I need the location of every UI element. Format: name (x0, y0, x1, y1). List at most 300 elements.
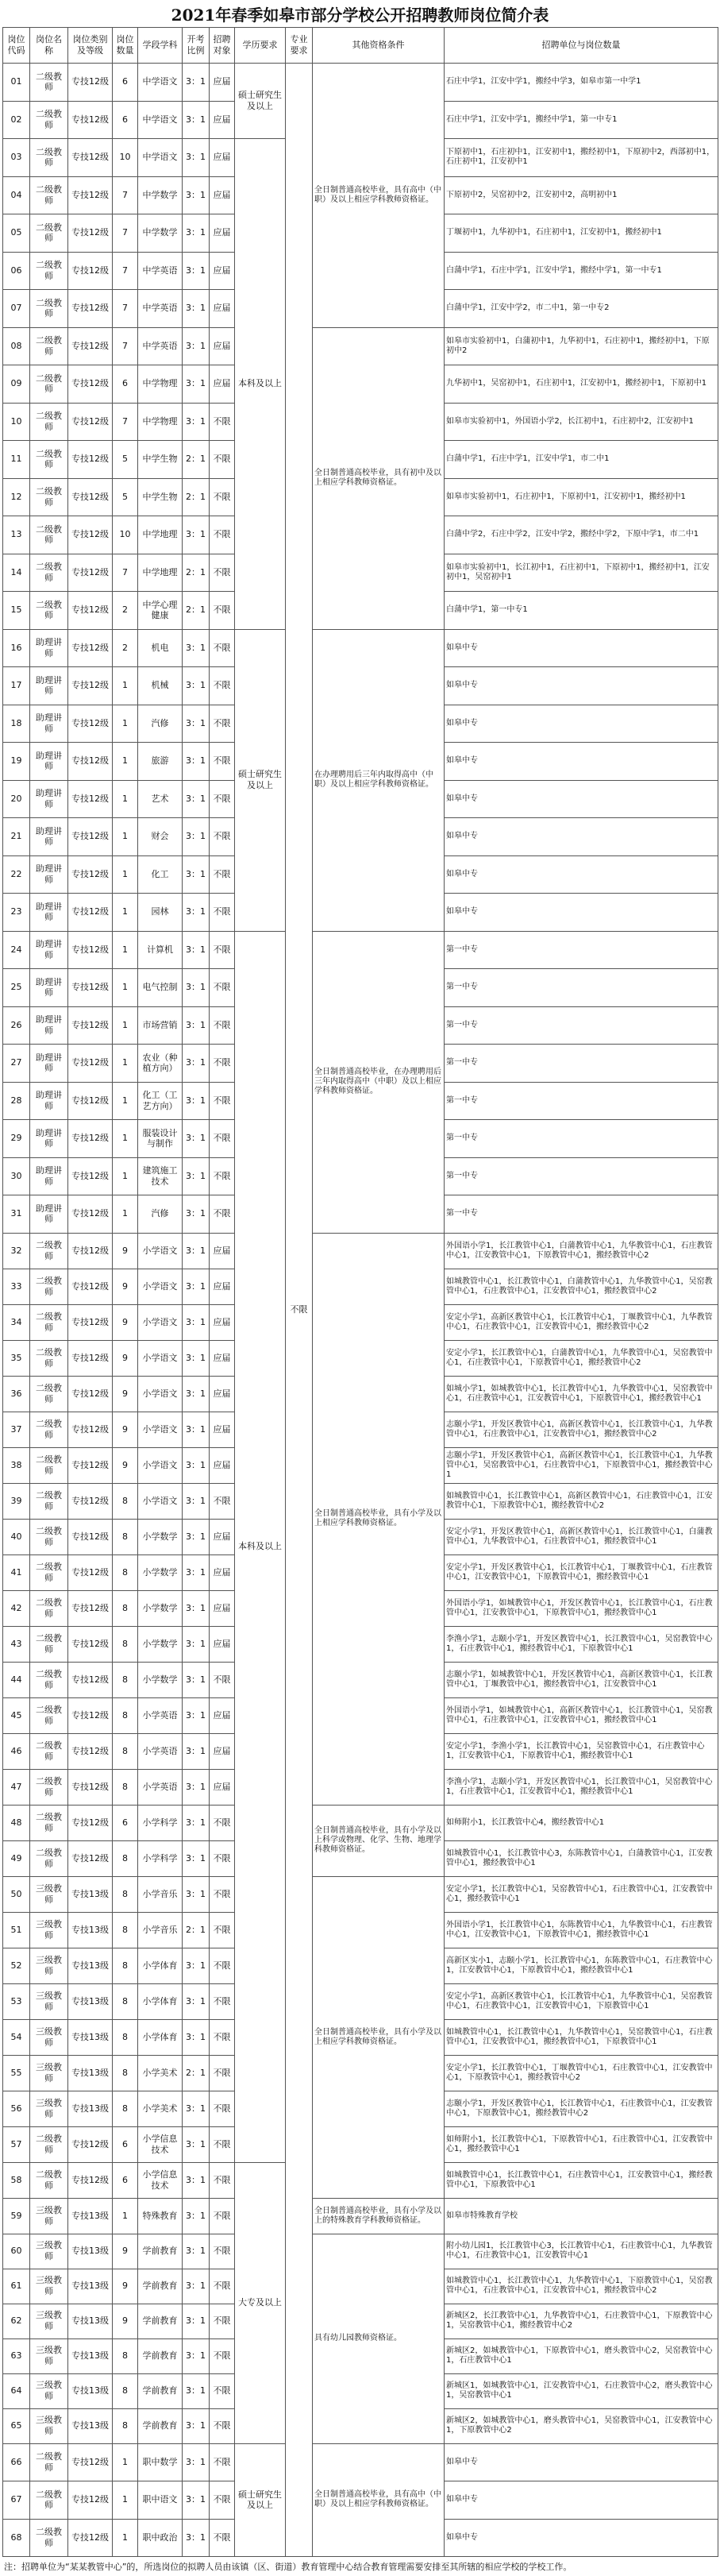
table-row (3, 64, 718, 102)
cell-units: 如皋市实验初中1，外国语小学2，长江初中1，石庄初中2，江安初中1 (445, 403, 718, 441)
cell-ratio: 3：1 (183, 705, 210, 743)
cell-count: 7 (113, 327, 138, 365)
cell-target: 应届 (210, 1733, 235, 1769)
cell-count: 8 (113, 2055, 138, 2091)
cell-post-name: 二级教师 (30, 1733, 68, 1769)
cell-count: 1 (113, 743, 138, 781)
cell-category: 专技12级 (68, 1157, 113, 1195)
cell-code: 50 (3, 1876, 30, 1912)
cell-category: 专技12级 (68, 1519, 113, 1554)
cell-code: 03 (3, 139, 30, 177)
cell-ratio: 3：1 (183, 1120, 210, 1158)
cell-category: 专技12级 (68, 1045, 113, 1083)
cell-subject: 中学物理 (138, 365, 183, 404)
cell-category: 专技12级 (68, 478, 113, 516)
cell-code: 56 (3, 2091, 30, 2126)
cell-post-name: 二级教师 (30, 1697, 68, 1733)
cell-count: 5 (113, 478, 138, 516)
cell-code: 11 (3, 441, 30, 479)
cell-code: 07 (3, 290, 30, 328)
cell-subject: 小学数学 (138, 1662, 183, 1697)
cell-units: 白蒲中学1，第一中专1 (445, 592, 718, 630)
cell-count: 1 (113, 2481, 138, 2520)
cell-units: 如城教管中心1，长江教管中心1，白蒲教管中心1，九华教管中心1，吴窑教管中心1，石庄教管中心1，江安教管中心1，搬经教管中心2 (445, 1269, 718, 1304)
page-title: 2021年春季如皋市部分学校公开招聘教师岗位简介表 (171, 6, 549, 25)
cell-ratio: 3：1 (183, 214, 210, 253)
cell-count: 8 (113, 1662, 138, 1697)
cell-category: 专技12级 (68, 290, 113, 328)
cell-code: 55 (3, 2055, 30, 2091)
cell-target: 不限 (210, 2373, 235, 2408)
cell-post-name: 二级教师 (30, 176, 68, 214)
cell-target: 应届 (210, 1304, 235, 1340)
cell-code: 39 (3, 1483, 30, 1519)
cell-post-name: 二级教师 (30, 1304, 68, 1340)
cell-post-name: 二级教师 (30, 1233, 68, 1269)
cell-subject: 计算机 (138, 931, 183, 969)
cell-ratio: 3：1 (183, 1233, 210, 1269)
cell-subject: 中学地理 (138, 516, 183, 554)
cell-units: 第一中专 (445, 1045, 718, 1083)
cell-target: 不限 (210, 1157, 235, 1195)
cell-count: 7 (113, 403, 138, 441)
cell-category: 专技12级 (68, 1269, 113, 1304)
cell-category: 专技12级 (68, 855, 113, 894)
cell-units: 志颐小学1，开发区教管中心1，高新区教管中心1，长江教管中心1，九华教管中心1，石庄教管中心1，江安教管中心1，搬经教管中心2 (445, 1412, 718, 1447)
cell-post-name: 二级教师 (30, 2443, 68, 2481)
cell-code: 58 (3, 2162, 30, 2198)
cell-post-name: 二级教师 (30, 327, 68, 365)
cell-category: 专技12级 (68, 1447, 113, 1483)
cell-code: 67 (3, 2481, 30, 2520)
cell-category: 专技12级 (68, 176, 113, 214)
cell-post-name: 三级教师 (30, 2019, 68, 2055)
cell-post-name: 助理讲师 (30, 1045, 68, 1083)
cell-code: 35 (3, 1340, 30, 1376)
table-row (3, 2234, 718, 2269)
cell-category: 专技12级 (68, 139, 113, 177)
cell-ratio: 3：1 (183, 1662, 210, 1697)
table-row (3, 2443, 718, 2481)
cell-target: 应届 (210, 176, 235, 214)
cell-code: 53 (3, 1983, 30, 2019)
cell-education: 硕士研究生及以上 (235, 629, 286, 931)
cell-target: 不限 (210, 1805, 235, 1840)
cell-units: 如皋中专 (445, 818, 718, 856)
cell-units: 白蒲中学1，石庄中学1，江安中学1，搬经中学1，第一中专1 (445, 252, 718, 290)
cell-category: 专技13级 (68, 2055, 113, 2091)
cell-subject: 中学数学 (138, 176, 183, 214)
cell-ratio: 3：1 (183, 403, 210, 441)
cell-subject: 小学数学 (138, 1590, 183, 1626)
cell-units: 白蒲中学1，石庄中学1，江安中学1，市二中1 (445, 441, 718, 479)
cell-code: 44 (3, 1662, 30, 1697)
cell-code: 19 (3, 743, 30, 781)
cell-units: 如皋中专 (445, 2519, 718, 2557)
cell-units: 如城教管中心1，长江教管中心3，东陈教管中心1，白蒲教管中心1，江安教管中心1，搬经教管中心1 (445, 1840, 718, 1876)
cell-subject: 小学语文 (138, 1376, 183, 1412)
cell-post-name: 二级教师 (30, 2519, 68, 2557)
cell-subject: 学前教育 (138, 2304, 183, 2338)
cell-target: 不限 (210, 441, 235, 479)
cell-units: 第一中专 (445, 1082, 718, 1120)
cell-code: 23 (3, 894, 30, 932)
cell-units: 石庄中学1，江安中学1，搬经中学1，第一中专1 (445, 101, 718, 139)
cell-count: 2 (113, 629, 138, 667)
cell-count: 9 (113, 1340, 138, 1376)
cell-education: 硕士研究生及以上 (235, 64, 286, 139)
cell-code: 36 (3, 1376, 30, 1412)
cell-post-name: 二级教师 (30, 1662, 68, 1697)
cell-ratio: 2：1 (183, 441, 210, 479)
cell-target: 不限 (210, 969, 235, 1007)
cell-category: 专技12级 (68, 1697, 113, 1733)
cell-code: 28 (3, 1082, 30, 1120)
cell-subject: 建筑施工技术 (138, 1157, 183, 1195)
cell-post-name: 二级教师 (30, 1412, 68, 1447)
cell-target: 不限 (210, 2408, 235, 2443)
cell-units: 如皋中专 (445, 2443, 718, 2481)
cell-code: 38 (3, 1447, 30, 1483)
cell-ratio: 3：1 (183, 667, 210, 705)
cell-post-name: 三级教师 (30, 1948, 68, 1983)
cell-category: 专技13级 (68, 2019, 113, 2055)
cell-target: 不限 (210, 2234, 235, 2269)
cell-code: 43 (3, 1626, 30, 1662)
cell-ratio: 3：1 (183, 1948, 210, 1983)
cell-post-name: 助理讲师 (30, 743, 68, 781)
cell-count: 6 (113, 64, 138, 102)
cell-ratio: 3：1 (183, 252, 210, 290)
cell-units: 新城区2，长江教管中心1，九华教管中心1，石庄教管中心1，下原教管中心1，吴窑教管中心1，搬经教管中心2 (445, 2304, 718, 2338)
cell-count: 1 (113, 780, 138, 818)
cell-subject: 电气控制 (138, 969, 183, 1007)
cell-post-name: 三级教师 (30, 2198, 68, 2234)
cell-target: 不限 (210, 855, 235, 894)
cell-target: 应届 (210, 101, 235, 139)
cell-units: 丁堰初中1，九华初中1，石庄初中1，江安初中1，搬经初中1 (445, 214, 718, 253)
cell-units: 如师附小1，长江教管中心4，搬经教管中心1 (445, 1805, 718, 1840)
cell-target: 不限 (210, 743, 235, 781)
cell-subject: 小学英语 (138, 1697, 183, 1733)
cell-count: 1 (113, 818, 138, 856)
cell-subject: 中学数学 (138, 214, 183, 253)
cell-code: 18 (3, 705, 30, 743)
cell-ratio: 3：1 (183, 2304, 210, 2338)
cell-count: 1 (113, 1006, 138, 1045)
cell-category: 专技12级 (68, 780, 113, 818)
cell-subject: 小学英语 (138, 1769, 183, 1805)
cell-code: 51 (3, 1912, 30, 1948)
cell-subject: 小学语文 (138, 1269, 183, 1304)
cell-post-name: 二级教师 (30, 403, 68, 441)
cell-subject: 小学体育 (138, 2019, 183, 2055)
cell-target: 不限 (210, 2481, 235, 2520)
cell-post-name: 二级教师 (30, 478, 68, 516)
cell-count: 9 (113, 1412, 138, 1447)
cell-ratio: 3：1 (183, 1840, 210, 1876)
cell-ratio: 3：1 (183, 855, 210, 894)
cell-ratio: 3：1 (183, 1626, 210, 1662)
cell-subject: 职中语文 (138, 2481, 183, 2520)
cell-other-conditions: 全日制普通高校毕业，具有高中（中职）及以上相应学科教师资格证。 (313, 2443, 445, 2557)
cell-count: 9 (113, 2269, 138, 2304)
cell-code: 22 (3, 855, 30, 894)
cell-education: 硕士研究生及以上 (235, 2443, 286, 2557)
cell-category: 专技12级 (68, 894, 113, 932)
cell-subject: 学前教育 (138, 2373, 183, 2408)
cell-target: 应届 (210, 252, 235, 290)
cell-ratio: 3：1 (183, 1045, 210, 1083)
cell-code: 32 (3, 1233, 30, 1269)
cell-ratio: 3：1 (183, 931, 210, 969)
cell-post-name: 二级教师 (30, 1376, 68, 1412)
cell-subject: 化工（工艺方向） (138, 1082, 183, 1120)
cell-count: 8 (113, 1733, 138, 1769)
cell-subject: 职中政治 (138, 2519, 183, 2557)
cell-target: 应届 (210, 1554, 235, 1590)
cell-subject: 旅游 (138, 743, 183, 781)
cell-post-name: 二级教师 (30, 365, 68, 404)
cell-count: 6 (113, 2126, 138, 2162)
cell-category: 专技13级 (68, 2234, 113, 2269)
header-subject: 学段学科 (138, 28, 183, 64)
cell-count: 1 (113, 1195, 138, 1234)
cell-category: 专技12级 (68, 592, 113, 630)
cell-category: 专技12级 (68, 1376, 113, 1412)
cell-ratio: 3：1 (183, 894, 210, 932)
cell-category: 专技12级 (68, 667, 113, 705)
cell-subject: 小学信息技术 (138, 2162, 183, 2198)
cell-category: 专技13级 (68, 2338, 113, 2373)
footnote: 注：招聘单位为“某某教管中心”的，所选岗位的拟聘人员由该镇（区、街道）教育管理中心结合教育管理需要安排至其所辖的相应学校的学校工作。 (4, 2562, 572, 2572)
cell-ratio: 3：1 (183, 1269, 210, 1304)
cell-category: 专技12级 (68, 2126, 113, 2162)
cell-ratio: 3：1 (183, 2269, 210, 2304)
cell-subject: 机电 (138, 629, 183, 667)
cell-post-name: 三级教师 (30, 2373, 68, 2408)
cell-code: 47 (3, 1769, 30, 1805)
cell-ratio: 3：1 (183, 1554, 210, 1590)
cell-target: 不限 (210, 1876, 235, 1912)
cell-units: 第一中专 (445, 1120, 718, 1158)
cell-category: 专技13级 (68, 1983, 113, 2019)
cell-other-conditions: 在办理聘用后三年内取得高中（中职）及以上相应学科教师资格证。 (313, 629, 445, 931)
cell-subject: 小学语文 (138, 1340, 183, 1376)
cell-ratio: 3：1 (183, 327, 210, 365)
cell-ratio: 3：1 (183, 2234, 210, 2269)
cell-code: 65 (3, 2408, 30, 2443)
cell-target: 应届 (210, 327, 235, 365)
cell-code: 33 (3, 1269, 30, 1304)
cell-post-name: 三级教师 (30, 1983, 68, 2019)
cell-count: 1 (113, 2519, 138, 2557)
cell-post-name: 二级教师 (30, 441, 68, 479)
cell-target: 应届 (210, 365, 235, 404)
cell-units: 第一中专 (445, 931, 718, 969)
cell-ratio: 3：1 (183, 1519, 210, 1554)
cell-target: 不限 (210, 1120, 235, 1158)
cell-category: 专技12级 (68, 2162, 113, 2198)
cell-units: 如皋中专 (445, 894, 718, 932)
cell-category: 专技13级 (68, 2373, 113, 2408)
cell-post-name: 三级教师 (30, 2408, 68, 2443)
cell-target: 不限 (210, 1006, 235, 1045)
cell-ratio: 3：1 (183, 290, 210, 328)
cell-count: 7 (113, 252, 138, 290)
cell-category: 专技12级 (68, 1733, 113, 1769)
cell-code: 42 (3, 1590, 30, 1626)
cell-target: 应届 (210, 1697, 235, 1733)
cell-subject: 化工 (138, 855, 183, 894)
cell-code: 09 (3, 365, 30, 404)
cell-ratio: 3：1 (183, 2481, 210, 2520)
table-row (3, 1805, 718, 1840)
cell-code: 52 (3, 1948, 30, 1983)
cell-code: 61 (3, 2269, 30, 2304)
table-row (3, 2198, 718, 2234)
cell-post-name: 三级教师 (30, 2055, 68, 2091)
cell-units: 志颐小学1，开发区教管中心1，高新区教管中心1，长江教管中心1，九华教管中心1，吴窑教管中心1，石庄教管中心1，下原教管中心1，搬经教管中心1 (445, 1447, 718, 1483)
cell-post-name: 助理讲师 (30, 1120, 68, 1158)
cell-ratio: 3：1 (183, 1412, 210, 1447)
cell-subject: 财会 (138, 818, 183, 856)
cell-post-name: 三级教师 (30, 2338, 68, 2373)
cell-subject: 小学科学 (138, 1805, 183, 1840)
cell-target: 不限 (210, 1483, 235, 1519)
cell-units: 如皋中专 (445, 743, 718, 781)
cell-count: 8 (113, 2019, 138, 2055)
cell-count: 1 (113, 931, 138, 969)
cell-subject: 市场营销 (138, 1006, 183, 1045)
cell-post-name: 助理讲师 (30, 1195, 68, 1234)
cell-target: 不限 (210, 2162, 235, 2198)
cell-category: 专技13级 (68, 1912, 113, 1948)
cell-target: 不限 (210, 1948, 235, 1983)
cell-units: 如城教管中心1，长江教管中心1，石庄教管中心1，江安教管中心1，搬经教管中心1，下原教管中心1 (445, 2162, 718, 2198)
cell-post-name: 三级教师 (30, 1876, 68, 1912)
cell-count: 8 (113, 1876, 138, 1912)
cell-ratio: 3：1 (183, 743, 210, 781)
cell-category: 专技12级 (68, 403, 113, 441)
cell-count: 6 (113, 101, 138, 139)
cell-subject: 服装设计与制作 (138, 1120, 183, 1158)
cell-count: 2 (113, 592, 138, 630)
cell-count: 7 (113, 176, 138, 214)
cell-subject: 小学科学 (138, 1840, 183, 1876)
cell-category: 专技12级 (68, 1340, 113, 1376)
cell-code: 31 (3, 1195, 30, 1234)
cell-post-name: 二级教师 (30, 592, 68, 630)
cell-target: 不限 (210, 554, 235, 592)
cell-target: 不限 (210, 1662, 235, 1697)
cell-post-name: 二级教师 (30, 1554, 68, 1590)
cell-subject: 中学英语 (138, 290, 183, 328)
cell-count: 8 (113, 1769, 138, 1805)
cell-category: 专技12级 (68, 818, 113, 856)
cell-subject: 小学语文 (138, 1304, 183, 1340)
cell-education: 本科及以上 (235, 931, 286, 2162)
cell-units: 白蒲中学2，石庄中学2，江安中学2，搬经中学2，下原中学1，市二中1 (445, 516, 718, 554)
cell-subject: 小学语文 (138, 1233, 183, 1269)
cell-subject: 园林 (138, 894, 183, 932)
cell-code: 60 (3, 2234, 30, 2269)
cell-post-name: 二级教师 (30, 2162, 68, 2198)
cell-units: 第一中专 (445, 1157, 718, 1195)
cell-subject: 农业（种植方向） (138, 1045, 183, 1083)
header-post-name: 岗位名称 (30, 28, 68, 64)
cell-post-name: 二级教师 (30, 64, 68, 102)
cell-ratio: 3：1 (183, 2019, 210, 2055)
cell-post-name: 二级教师 (30, 101, 68, 139)
cell-units: 安定小学1，开发区教管中心1，长江教管中心1，丁堰教管中心1，石庄教管中心1，江安教管中心1，下原教管中心1，搬经教管中心1 (445, 1554, 718, 1590)
cell-code: 10 (3, 403, 30, 441)
cell-category: 专技12级 (68, 1412, 113, 1447)
cell-units: 如皋市特殊教育学校 (445, 2198, 718, 2234)
cell-units: 如皋中专 (445, 629, 718, 667)
cell-code: 08 (3, 327, 30, 365)
cell-subject: 小学数学 (138, 1519, 183, 1554)
cell-category: 专技12级 (68, 1082, 113, 1120)
cell-other-conditions: 全日制普通高校毕业，具有初中及以上相应学科教师资格证。 (313, 327, 445, 629)
cell-ratio: 3：1 (183, 1697, 210, 1733)
cell-category: 专技12级 (68, 969, 113, 1007)
cell-code: 16 (3, 629, 30, 667)
cell-target: 不限 (210, 2443, 235, 2481)
cell-ratio: 3：1 (183, 1590, 210, 1626)
cell-subject: 中学地理 (138, 554, 183, 592)
cell-code: 06 (3, 252, 30, 290)
cell-units: 新城区2，如城教管中心1，磨头教管中心1，吴窑教管中心1，江安教管中心1，下原教管中心2 (445, 2408, 718, 2443)
cell-ratio: 3：1 (183, 176, 210, 214)
cell-subject: 学前教育 (138, 2269, 183, 2304)
cell-count: 1 (113, 1120, 138, 1158)
cell-post-name: 助理讲师 (30, 894, 68, 932)
cell-units: 安定小学1，长江教管中心1，白蒲教管中心1，九华教管中心1，吴窑教管中心1，石庄教管中心1，下原教管中心1，搬经教管中心2 (445, 1340, 718, 1376)
cell-code: 40 (3, 1519, 30, 1554)
cell-ratio: 3：1 (183, 2126, 210, 2162)
cell-units: 新城区1，如城教管中心1，江安教管中心1，石庄教管中心2，磨头教管中心1，吴窑教管中心1 (445, 2373, 718, 2408)
cell-category: 专技12级 (68, 2481, 113, 2520)
cell-count: 1 (113, 1045, 138, 1083)
cell-target: 应届 (210, 290, 235, 328)
cell-category: 专技12级 (68, 629, 113, 667)
cell-post-name: 二级教师 (30, 516, 68, 554)
cell-target: 不限 (210, 2198, 235, 2234)
cell-ratio: 3：1 (183, 2408, 210, 2443)
cell-subject: 中学心理健康 (138, 592, 183, 630)
cell-target: 不限 (210, 1082, 235, 1120)
cell-post-name: 二级教师 (30, 252, 68, 290)
cell-count: 7 (113, 554, 138, 592)
cell-other-conditions: 全日制普通高校毕业，具有小学及以上的特殊教育学科教师资格证。 (313, 2198, 445, 2234)
cell-target: 应届 (210, 214, 235, 253)
cell-subject: 小学语文 (138, 1412, 183, 1447)
cell-code: 48 (3, 1805, 30, 1840)
cell-units: 志颐小学1，开发区教管中心1，长江教管中心1，石庄教管中心1，江安教管中心1，下原教管中心1，搬经教管中心2 (445, 2091, 718, 2126)
cell-target: 不限 (210, 818, 235, 856)
cell-post-name: 助理讲师 (30, 667, 68, 705)
cell-count: 10 (113, 516, 138, 554)
cell-code: 57 (3, 2126, 30, 2162)
cell-code: 27 (3, 1045, 30, 1083)
cell-post-name: 二级教师 (30, 1840, 68, 1876)
cell-count: 10 (113, 139, 138, 177)
header-ratio: 开考比例 (183, 28, 210, 64)
cell-units: 李渔小学1，志颐小学1，开发区教管中心1，长江教管中心1，吴窑教管中心1，石庄教管中心1，江安教管中心1，搬经教管中心1 (445, 1769, 718, 1805)
cell-count: 8 (113, 2091, 138, 2126)
cell-units: 如城教管中心1，长江教管中心1，九华教管中心1，吴窑教管中心1，石庄教管中心1，江安教管中心1，搬经教管中心1，下原教管中心1 (445, 2019, 718, 2055)
